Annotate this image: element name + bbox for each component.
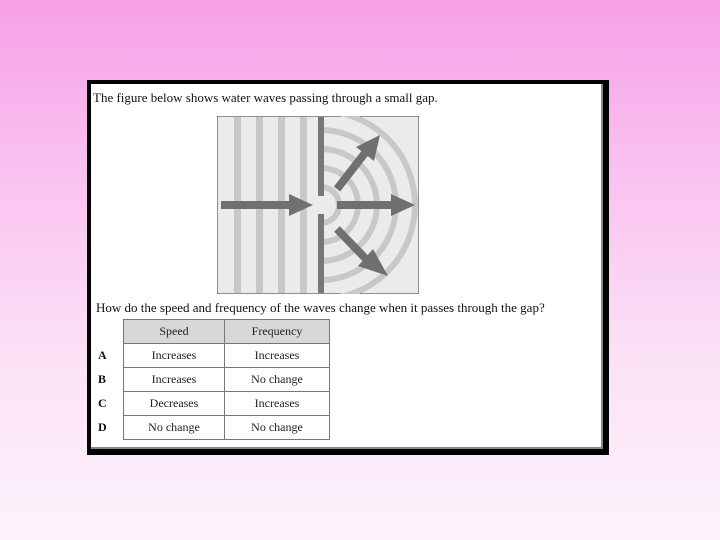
wave-diffraction-figure: [217, 116, 419, 294]
option-letter: A: [98, 348, 107, 362]
frequency-cell: No change: [225, 368, 330, 392]
speed-cell: Increases: [124, 368, 225, 392]
speed-cell: Decreases: [124, 392, 225, 416]
speed-cell: No change: [124, 416, 225, 440]
table-row[interactable]: [96, 392, 330, 416]
barrier-top: [318, 117, 324, 196]
frequency-cell: No change: [225, 416, 330, 440]
table-row[interactable]: [96, 344, 330, 368]
header-frequency: Frequency: [225, 320, 330, 344]
option-letter: B: [98, 372, 107, 386]
table-header-row: [96, 320, 330, 344]
speed-cell: Increases: [124, 344, 225, 368]
question-intro: The figure below shows water waves passing through a small gap.: [93, 90, 438, 105]
barrier-bottom: [318, 214, 324, 293]
header-spacer: [96, 320, 124, 344]
answer-table: [96, 319, 330, 440]
table-row[interactable]: [96, 416, 330, 440]
header-speed: Speed: [124, 320, 225, 344]
frequency-cell: Increases: [225, 344, 330, 368]
question-prompt: How do the speed and frequency of the waves change when it passes through the gap?: [96, 300, 545, 315]
frequency-cell: Increases: [225, 392, 330, 416]
question-panel: [87, 80, 609, 455]
table-row[interactable]: [96, 368, 330, 392]
option-letter: D: [98, 420, 107, 434]
option-letter: C: [98, 396, 107, 410]
question-card: [91, 84, 603, 449]
